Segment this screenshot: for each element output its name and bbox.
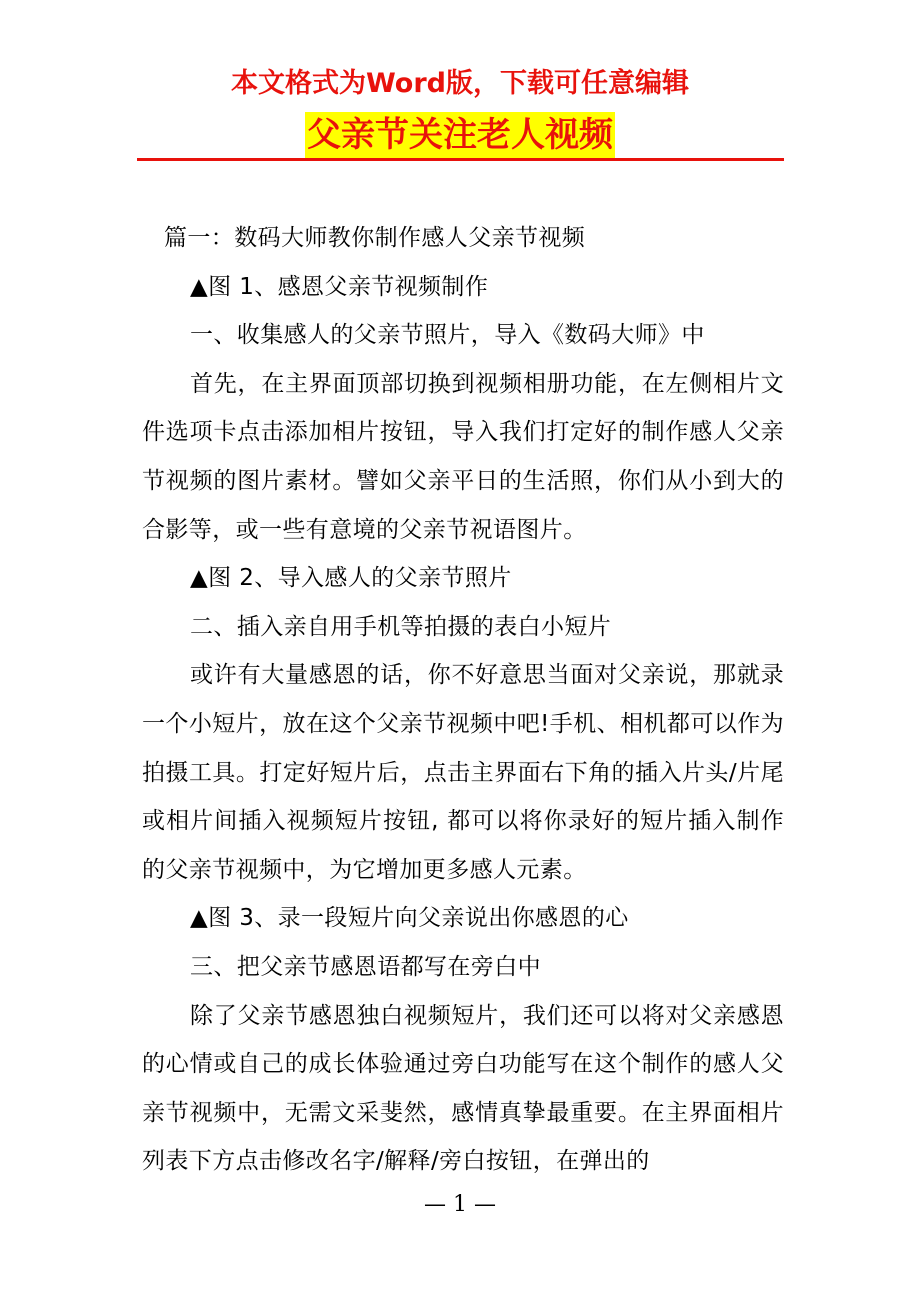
document-body xyxy=(142,214,784,1186)
paragraph-article-heading: 篇一：数码大师教你制作感人父亲节视频 xyxy=(164,225,586,251)
paragraph-body-3: 除了父亲节感恩独白视频短片，我们还可以将对父亲感恩的心情或自己的成长体验通过旁白功能写在这个制作的感人父亲节视频中，无需文采斐然，感情真挚最重要。在主界面相片列表下方点击修改名字/解释/旁白按钮，在弹出的 xyxy=(142,1002,784,1175)
format-notice-banner: 本文格式为Word版，下载可任意编辑 xyxy=(230,68,689,99)
paragraph-figure-caption-3: ▲图 3、录一段短片向父亲说出你感恩的心 xyxy=(190,905,629,932)
paragraph-section-heading-3: 三、把父亲节感恩语都写在旁白中 xyxy=(190,953,541,980)
paragraph-section-heading-1: 一、收集感人的父亲节照片，导入《数码大师》中 xyxy=(190,322,705,349)
paragraph-body-1: 首先，在主界面顶部切换到视频相册功能，在左侧相片文件选项卡点击添加相片按钮，导入我们打定好的制作感人父亲节视频的图片素材。譬如父亲平日的生活照，你们从小到大的合影等，或一些有意境的父亲节祝语图片。 xyxy=(142,370,784,543)
paragraph-body-2: 或许有大量感恩的话，你不好意思当面对父亲说，那就录一个小短片，放在这个父亲节视频中吧!手机、相机都可以作为拍摄工具。打定好短片后，点击主界面右下角的插入片头/片尾或相片间插入视频短片按钮, 都可以将你录好的短片插入制作的父亲节视频中，为它增加更多感人元素。 xyxy=(142,662,784,883)
page-number: — 1 — xyxy=(424,1192,496,1217)
paragraph-section-heading-2: 二、插入亲自用手机等拍摄的表白小短片 xyxy=(190,613,612,640)
title-container xyxy=(0,112,920,158)
paragraph-figure-caption-2: ▲图 2、导入感人的父亲节照片 xyxy=(190,565,512,592)
document-title: 父亲节关注老人视频 xyxy=(305,112,615,158)
title-divider xyxy=(137,158,784,161)
paragraph-figure-caption-1: ▲图 1、感恩父亲节视频制作 xyxy=(190,273,489,300)
